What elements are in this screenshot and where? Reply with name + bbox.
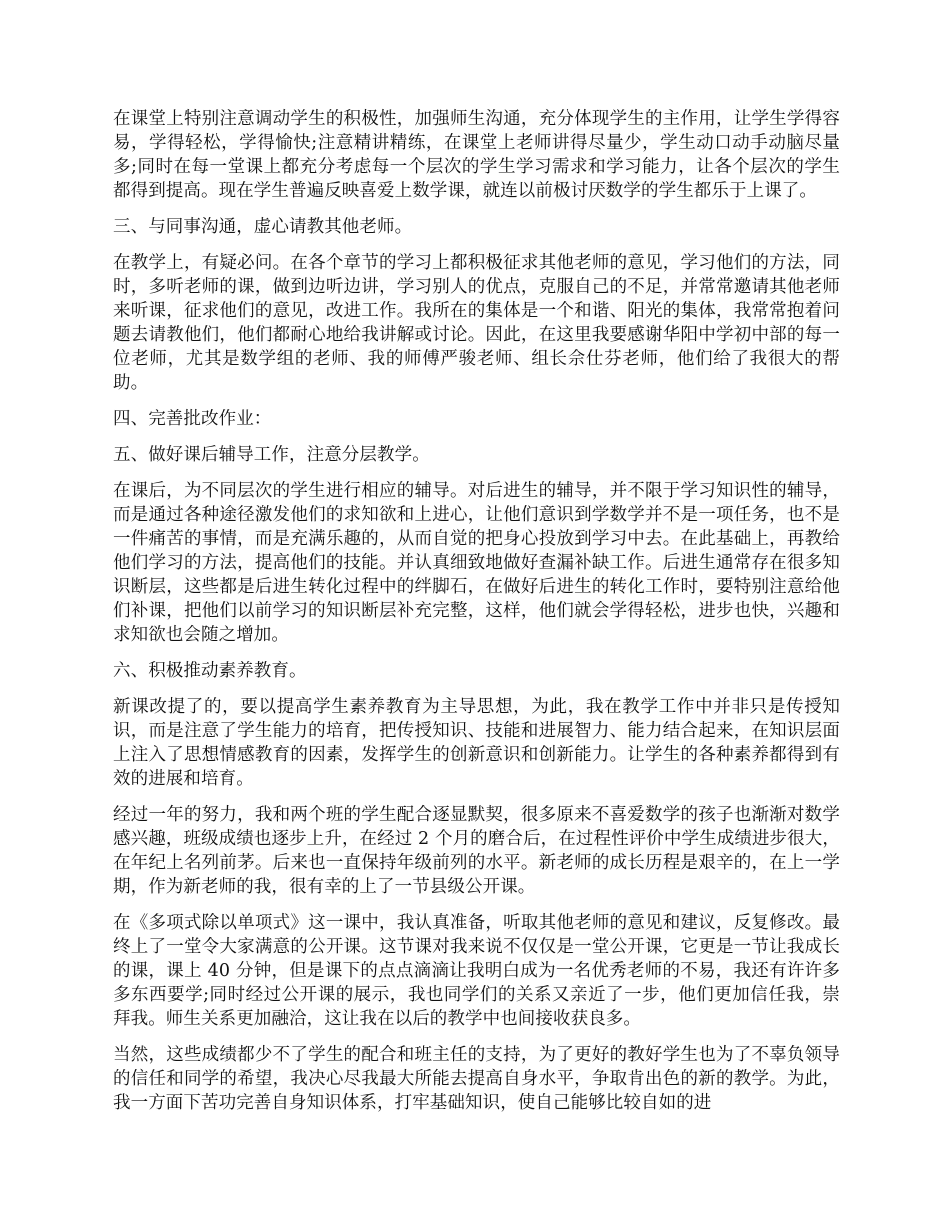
paragraph-after-class-tutoring: 在课后，为不同层次的学生进行相应的辅导。对后进生的辅导，并不限于学习知识性的辅导，而是通过各种途径激发他们的求知欲和上进心，让他们意识到学数学并不是一项任务，也不是一件痛苦的事情，而是充满乐趣的，从而自觉的把身心投放到学习中去。在此基础上，再教给他们学习的方法，提高他们的技能。并认真细致地做好查漏补缺工作。后进生通常存在很多知识断层，这些都是后进生转化过程中的绊脚石，在做好后进生的转化工作时，要特别注意给他们补课，把他们以前学习的知识断层补充完整，这样，他们就会学得轻松，进步也快，兴趣和求知欲也会随之增加。 xyxy=(113,481,840,645)
section-heading-6: 六、积极推动素养教育。 xyxy=(113,661,307,681)
document-body xyxy=(113,107,840,1127)
paragraph-conclusion: 当然，这些成绩都少不了学生的配合和班主任的支持，为了更好的教好学生也为了不辜负领导的信任和同学的希望，我决心尽我最大所能去提高自身水平，争取肯出色的新的教学。为此，我一方面下苦功完善自身知识体系，打牢基础知识，使自己能够比较自如的进 xyxy=(113,1045,840,1113)
paragraph-consult-colleagues: 在教学上，有疑必问。在各个章节的学习上都积极征求其他老师的意见，学习他们的方法，同时，多听老师的课，做到边听边讲，学习别人的优点，克服自己的不足，并常常邀请其他老师来听课，征求他们的意见，改进工作。我所在的集体是一个和谐、阳光的集体，我常常抱着问题去请教他们，他们都耐心地给我讲解或讨论。因此，在这里我要感谢华阳中学初中部的每一位老师，尤其是数学组的老师、我的师傅严骏老师、组长佘仕芬老师，他们给了我很大的帮助。 xyxy=(113,253,840,393)
section-heading-5: 五、做好课后辅导工作，注意分层教学。 xyxy=(113,445,430,465)
paragraph-classroom-engagement: 在课堂上特别注意调动学生的积极性，加强师生沟通，充分体现学生的主作用，让学生学得容易，学得轻松，学得愉快;注意精讲精练，在课堂上老师讲得尽量少，学生动口动手动脑尽量多;同时在每一堂课上都充分考虑每一个层次的学生学习需求和学习能力，让各个层次的学生都得到提高。现在学生普遍反映喜爱上数学课，就连以前极讨厌数学的学生都乐于上课了。 xyxy=(113,109,840,201)
section-heading-3: 三、与同事沟通，虚心请教其他老师。 xyxy=(113,217,413,237)
paragraph-quality-education: 新课改提了的，要以提高学生素养教育为主导思想，为此，我在教学工作中并非只是传授知识，而是注意了学生能力的培育，把传授知识、技能和进展智力、能力结合起来，在知识层面上注入了思想情感教育的因素，发挥学生的创新意识和创新能力。让学生的各种素养都得到有效的进展和培育。 xyxy=(113,697,840,789)
paragraph-open-class: 在《多项式除以单项式》这一课中，我认真准备，听取其他老师的意见和建议，反复修改。最终上了一堂令大家满意的公开课。这节课对我来说不仅仅是一堂公开课，它更是一节让我成长的课，课上 40 分钟，但是课下的点点滴滴让我明白成为一名优秀老师的不易，我还有许许多多东西要学;同时经过公开课的展示，我也同学们的关系又亲近了一步，他们更加信任我，崇拜我。师生关系更加融洽，这让我在以后的教学中也间接收获良多。 xyxy=(113,913,840,1029)
section-heading-4: 四、完善批改作业： xyxy=(113,409,272,429)
paragraph-year-progress: 经过一年的努力，我和两个班的学生配合逐显默契，很多原来不喜爱数学的孩子也渐渐对数学感兴趣，班级成绩也逐步上升，在经过 2 个月的磨合后，在过程性评价中学生成绩进步很大，在年纪上名列前茅。后来也一直保持年级前列的水平。新老师的成长历程是艰辛的，在上一学期，作为新老师的我，很有幸的上了一节县级公开课。 xyxy=(113,805,840,897)
